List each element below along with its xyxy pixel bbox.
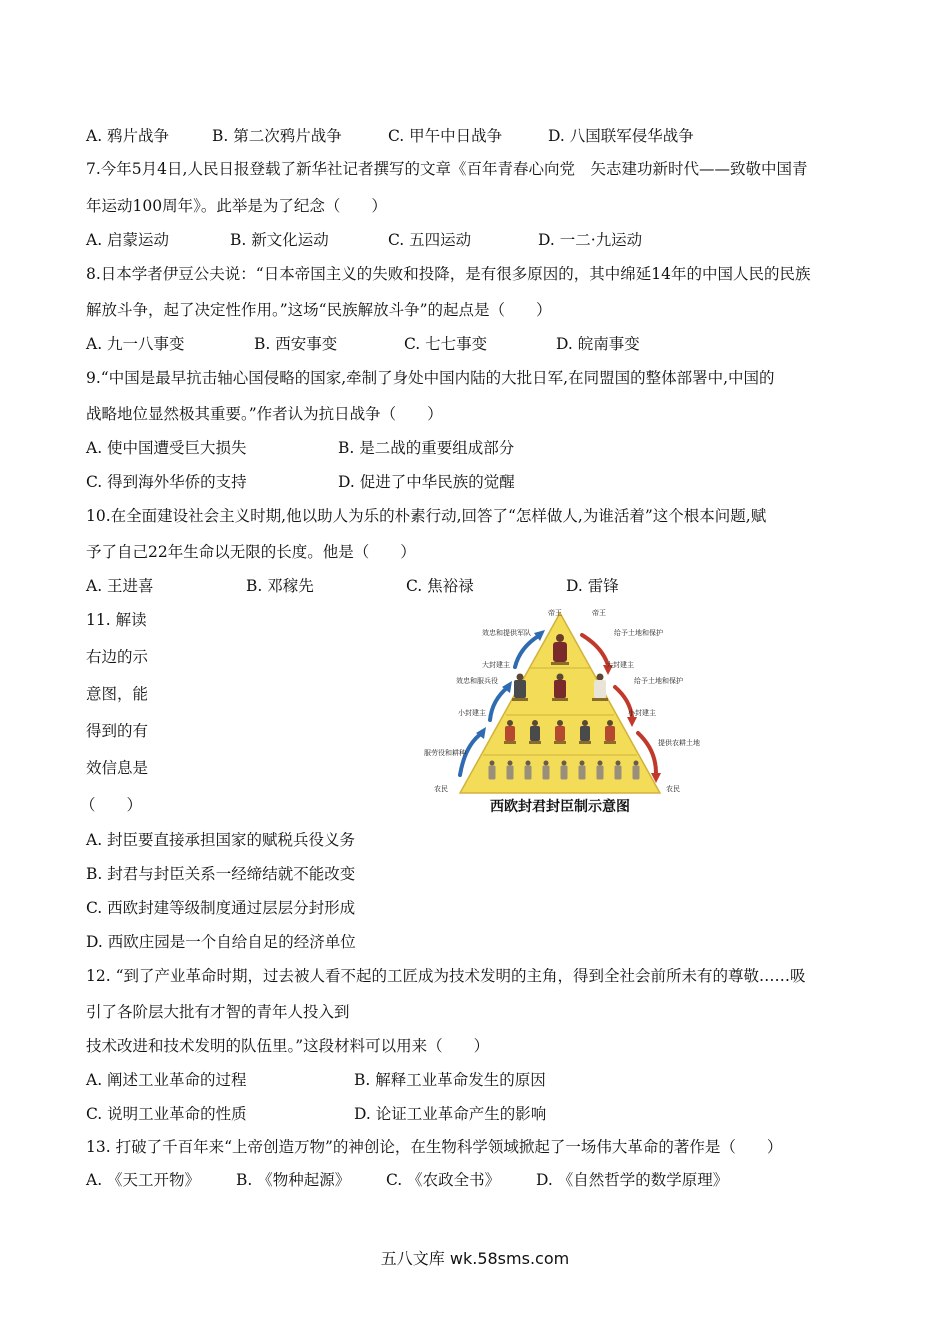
right-label-3: 提供农耕土地 — [658, 739, 700, 747]
figure-caption: 西欧封君封臣制示意图 — [490, 799, 630, 815]
q12-option-b: B. 解释工业革命发生的原因 — [354, 1071, 546, 1089]
q8-option-a: A. 九一八事变 — [86, 335, 185, 353]
tier-label-great-lord-left: 大封建主 — [482, 661, 510, 669]
tier-label-great-lord-right: 大封建主 — [606, 661, 634, 669]
tier-label-small-lord-left: 小封建主 — [458, 709, 486, 717]
q8-option-d: D. 皖南事变 — [556, 335, 640, 353]
q10-option-b: B. 邓稼先 — [246, 577, 314, 595]
q7-option-a: A. 启蒙运动 — [86, 231, 170, 249]
q9-stem-line2: 战略地位显然极其重要。”作者认为抗日战争（ ） — [86, 405, 443, 423]
left-label-1: 效忠和提供军队 — [482, 629, 531, 637]
q13-option-d: D. 《自然哲学的数学原理》 — [536, 1171, 729, 1189]
q7-stem-line2: 年运动100周年》。此举是为了纪念（ ） — [86, 197, 387, 215]
q7-stem-line1: 7.今年5月4日,人民日报登载了新华社记者撰写的文章《百年青春心向党 矢志建功新时代——致敬中国青 — [86, 160, 808, 178]
q13-stem-line1: 13. 打破了千百年来“上帝创造万物”的神创论，在生物科学领域掀起了一场伟大革命的著作是（ ） — [86, 1138, 783, 1156]
q6-option-c: C. 甲午中日战争 — [388, 127, 503, 145]
q9-option-b: B. 是二战的重要组成部分 — [338, 439, 515, 457]
tier-label-peasant-left: 农民 — [434, 785, 448, 793]
feudal-pyramid-diagram — [420, 605, 700, 820]
left-label-2: 效忠和服兵役 — [456, 677, 498, 685]
q8-option-b: B. 西安事变 — [254, 335, 338, 353]
q12-stem-line2: 引了各阶层大批有才智的青年人投入到 — [86, 1003, 350, 1021]
q8-stem-line2: 解放斗争，起了决定性作用。”这场“民族解放斗争”的起点是（ ） — [86, 301, 552, 319]
q11-option-d: D. 西欧庄园是一个自给自足的经济单位 — [86, 933, 356, 951]
q10-stem-line2: 予了自己22年生命以无限的长度。他是（ ） — [86, 543, 416, 561]
tier-label-small-lord-right: 小封建主 — [628, 709, 656, 717]
q11-option-a: A. 封臣要直接承担国家的赋税兵役义务 — [86, 831, 356, 849]
q7-option-c: C. 五四运动 — [388, 231, 472, 249]
q6-option-b: B. 第二次鸦片战争 — [212, 127, 342, 145]
q8-stem-line1: 8.日本学者伊豆公夫说：“日本帝国主义的失败和投降，是有很多原因的，其中绵延14年的中国人民的民族 — [86, 265, 811, 283]
q7-option-b: B. 新文化运动 — [230, 231, 329, 249]
q12-option-d: D. 论证工业革命产生的影响 — [354, 1105, 547, 1123]
right-label-1: 给予土地和保护 — [614, 629, 663, 637]
right-label-2: 给予土地和保护 — [634, 677, 683, 685]
tier-label-king-left: 帝王 — [548, 609, 562, 617]
q8-option-c: C. 七七事变 — [404, 335, 488, 353]
q11-stem-line4: 得到的有 — [86, 722, 149, 740]
q11-option-b: B. 封君与封臣关系一经缔结就不能改变 — [86, 865, 356, 883]
q11-stem-line6: （ ） — [80, 796, 143, 814]
left-label-3: 服劳役和耕种 — [424, 749, 466, 757]
q10-option-a: A. 王进喜 — [86, 577, 154, 595]
page-footer[interactable]: 五八文库 wk.58sms.com — [380, 1249, 570, 1268]
q12-option-c: C. 说明工业革命的性质 — [86, 1105, 247, 1123]
q12-stem-line1: 12. “到了产业革命时期，过去被人看不起的工匠成为技术发明的主角，得到全社会前所未有的尊敬……吸 — [86, 967, 806, 985]
feudal-pyramid-figure — [420, 605, 700, 820]
q10-option-c: C. 焦裕禄 — [406, 577, 474, 595]
q11-stem-line3: 意图，能 — [86, 685, 149, 703]
q7-option-d: D. 一二·九运动 — [538, 231, 643, 249]
tier-label-king-right: 帝王 — [592, 609, 606, 617]
q11-stem-line2: 右边的示 — [86, 648, 149, 666]
q13-option-b: B. 《物种起源》 — [236, 1171, 351, 1189]
q6-option-d: D. 八国联军侵华战争 — [548, 127, 694, 145]
q9-stem-line1: 9.“中国是最早抗击轴心国侵略的国家,牵制了身处中国内陆的大批日军,在同盟国的整体部署中,中国的 — [86, 369, 775, 387]
q11-stem-line1: 11. 解读 — [86, 611, 147, 629]
q11-option-c: C. 西欧封建等级制度通过层层分封形成 — [86, 899, 356, 917]
q10-option-d: D. 雷锋 — [566, 577, 619, 595]
q12-stem-line3: 技术改进和技术发明的队伍里。”这段材料可以用来（ ） — [86, 1037, 490, 1055]
q13-option-a: A. 《天工开物》 — [86, 1171, 201, 1189]
q6-option-a: A. 鸦片战争 — [86, 127, 170, 145]
q10-stem-line1: 10.在全面建设社会主义时期,他以助人为乐的朴素行动,回答了“怎样做人,为谁活着”这个根本问题,赋 — [86, 507, 767, 525]
q11-stem-line5: 效信息是 — [86, 759, 149, 777]
peasant-figures — [489, 761, 640, 780]
q9-option-a: A. 使中国遭受巨大损失 — [86, 439, 247, 457]
q12-option-a: A. 阐述工业革命的过程 — [86, 1071, 247, 1089]
q9-option-d: D. 促进了中华民族的觉醒 — [338, 473, 515, 491]
tier-label-peasant-right: 农民 — [666, 785, 680, 793]
q13-option-c: C. 《农政全书》 — [386, 1171, 501, 1189]
q9-option-c: C. 得到海外华侨的支持 — [86, 473, 247, 491]
